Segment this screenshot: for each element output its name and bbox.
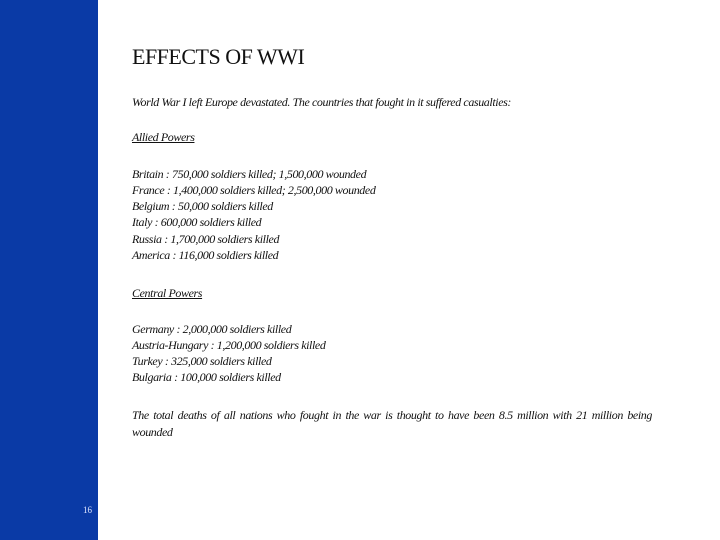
allied-powers-heading: Allied Powers [132, 130, 195, 144]
allied-item-italy: Italy : 600,000 soldiers killed [132, 215, 262, 229]
sidebar-band [0, 0, 98, 540]
central-item-germany: Germany : 2,000,000 soldiers killed [132, 322, 292, 336]
central-item-turkey: Turkey : 325,000 soldiers killed [132, 354, 272, 368]
allied-item-america: America : 116,000 soldiers killed [132, 248, 279, 262]
central-item-austria-hungary: Austria-Hungary : 1,200,000 soldiers killed [132, 338, 326, 352]
intro-text: World War I left Europe devastated. The countries that fought in it suffered casualties: [132, 95, 511, 109]
allied-item-belgium: Belgium : 50,000 soldiers killed [132, 199, 273, 213]
closing-text: The total deaths of all nations who fought in the war is thought to have been 8.5 million with 21 million being wounded [132, 408, 652, 439]
slide-number: 16 [83, 505, 92, 515]
central-item-bulgaria: Bulgaria : 100,000 soldiers killed [132, 370, 281, 384]
allied-item-france: France : 1,400,000 soldiers killed; 2,500,000 wounded [132, 183, 376, 197]
allied-item-russia: Russia : 1,700,000 soldiers killed [132, 232, 280, 246]
slide-title: EFFECTS OF WWI [132, 44, 305, 69]
central-powers-heading: Central Powers [132, 286, 203, 300]
allied-item-britain: Britain : 750,000 soldiers killed; 1,500,000 wounded [132, 167, 367, 181]
